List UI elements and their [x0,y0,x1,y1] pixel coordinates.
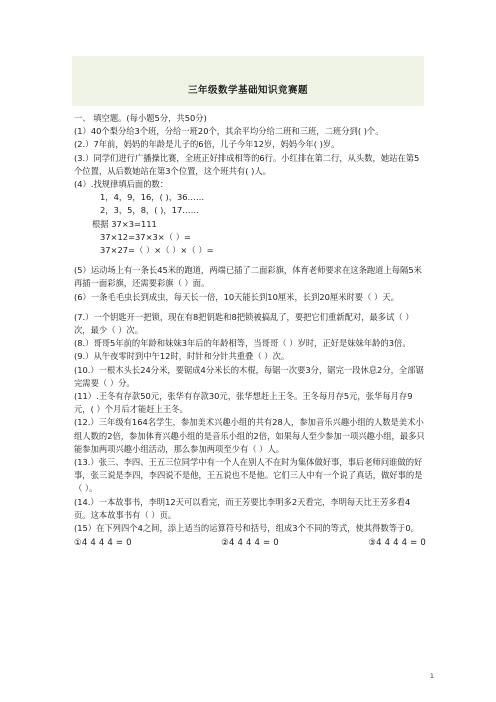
question-14: (14.）一本故事书，李明12天可以看完，而王芳要比李明多2天看完，李明每天比王芳多看4页。这本故事书有（ ）页。 [74,496,411,520]
question-8: (8.）哥哥5年前的年龄和妹妹3年后的年龄相等，当哥哥（ ）岁时，正好是妹妹年龄的3倍。 [74,338,411,349]
equation-row [74,537,426,550]
question-3: (3.）同学们进行广播操比赛，全班正好排成相等的6行。小红排在第二行，从头数，她站在第5个位置，从后数她站在第3个位置，这个班共有( )人。 [74,152,420,176]
q4-basis: 根据 37×3=111 [92,218,157,229]
section-heading: 一、 填空题。(每小题5分，共50分) [74,113,207,123]
question-2: (2.）7年前，妈妈的年龄是儿子的6倍，儿子今年12岁，妈妈今年( )岁。 [74,139,340,150]
question-9: (9.）从午夜零时到中午12时，时针和分针共重叠（ ）次。 [74,351,290,362]
question-4: (4）.找规律填后面的数： [74,179,169,190]
q4-sequence-2: 2，3，5，8，( )，17…… [100,205,199,216]
question-15: (15）在下列四个4之间，添上适当的运算符号和括号，组成3个不同的等式，使其得数等于0。 [74,523,419,534]
question-1: (1）40个梨分给3个班，分给一班20个，其余平均分给二班和三班，二班分到( )个。 [74,126,384,137]
equation-1: ①4 4 4 4 = 0 [74,538,132,549]
document-body [74,112,426,551]
equation-2: ②4 4 4 4 = 0 [221,538,279,549]
page-title: 三年级数学基础知识竞赛题 [187,85,308,96]
title-band [72,56,424,106]
q4-equation-1: 37×12=37×3×（ ）= [100,231,191,242]
question-5: (5）运动场上有一条长45米的跑道，两端已插了二面彩旗，体育老师要求在这条跑道上每隔5米再插一面彩旗，还需要彩旗（ ）面。 [74,265,422,289]
page-number: 1 [429,672,434,680]
q4-sequence-1: 1，4，9，16，( )，36…… [100,192,205,203]
question-10: (10.）一根木头长24分米，要锯成4分米长的木棍，每锯一次要3分，锯完一段休息2分，全部锯完需要（ ）分。 [74,364,424,388]
question-12: (12.）三年级有164名学生，参加美术兴趣小组的共有28人，参加音乐兴趣小组的人数是美术小组人数的2倍，参加体育兴趣小组的是音乐小组的2倍，如果每人至少参加一项兴趣小组，最多只能参加两项兴趣小组活动，那么参加两项至少有（ ）人。 [74,417,425,454]
question-11: (11）.王冬有存款50元，张华有存款30元，张华想赶上王冬。王冬每月存5元，张华每月存9元，( ）个月后才能赶上王冬。 [74,391,413,415]
equation-3: ③4 4 4 4 = 0 [368,538,426,549]
question-6: (6）一条毛毛虫长到成虫，每天长一倍，10天能长到10厘米，长到20厘米时要（ ）天。 [74,291,399,302]
q4-equation-2: 37×27=（ ）×（ ）×（ ）= [100,245,214,256]
question-13: (13.）张三、李四、王五三位同学中有一个人在别人不在时为集体做好事，事后老师问谁做的好事，张三说是李四，李四说不是他，王五说也不是他。它们三人中有一个说了真话，做好事的是（ ）。 [74,457,423,494]
question-7: (7.）一个钥匙开一把锁，现在有8把钥匙和8把锁被搞乱了，要把它们重新配对，最多试（ ）次，最少（ ）次。 [74,311,414,336]
